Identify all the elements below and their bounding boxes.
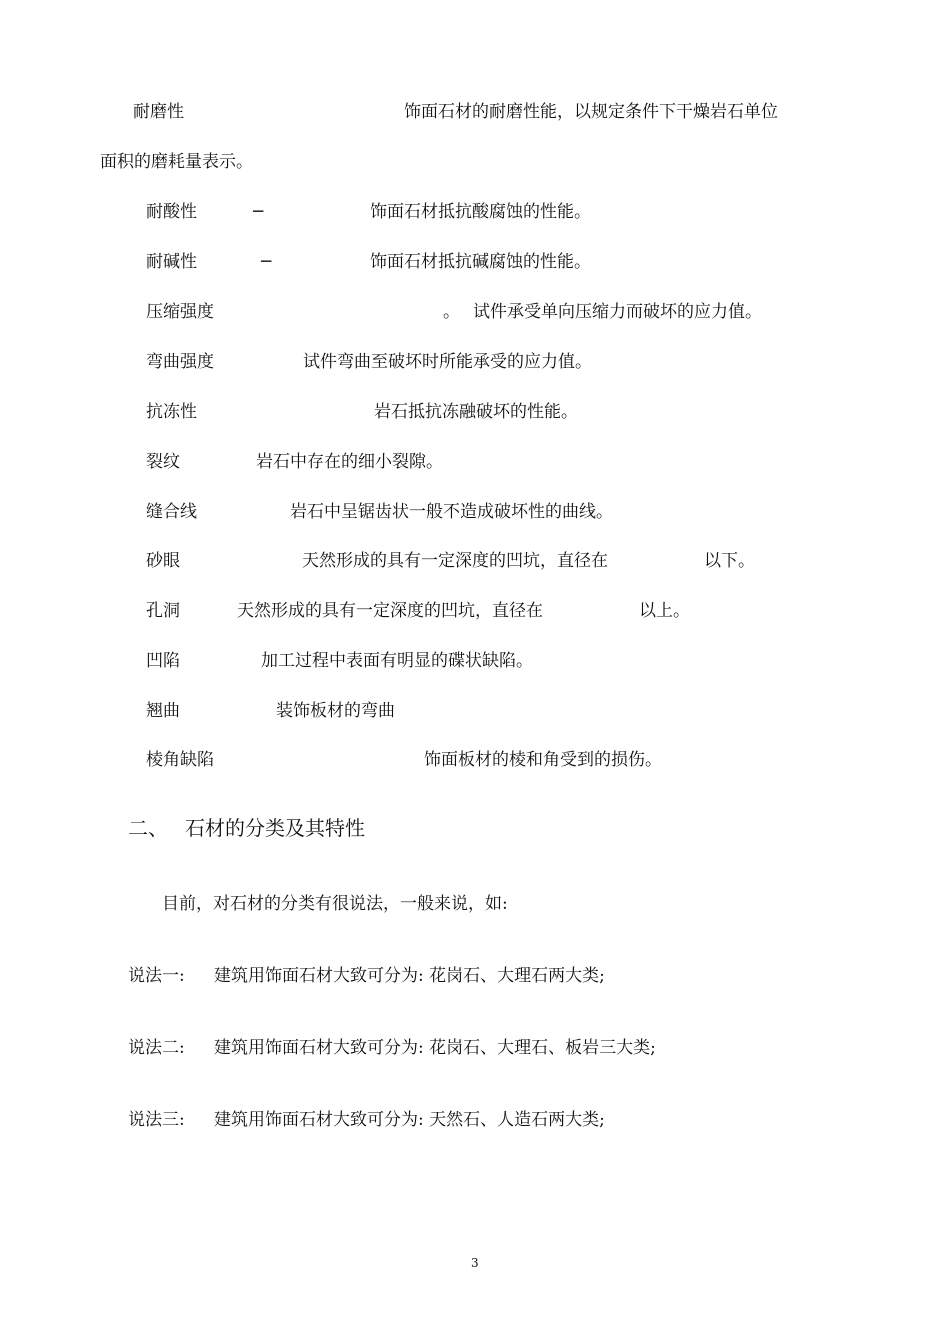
dash-acid: ─ [253,202,264,222]
view-label-3: 说法三: [128,1110,185,1130]
desc-bend: 试件弯曲至破坏时所能承受的应力值。 [303,352,592,372]
desc-hole: 天然形成的具有一定深度的凹坑，直径在 [237,601,543,621]
section-number: 二、 [128,816,168,840]
desc-pinhole: 天然形成的具有一定深度的凹坑，直径在 [302,551,608,571]
desc-frost: 岩石抵抗冻融破坏的性能。 [374,402,578,422]
desc-alkali: 饰面石材抵抗碱腐蚀的性能。 [370,252,591,272]
tail-hole: 以上。 [639,601,690,621]
term-crack: 裂纹 [146,452,180,472]
desc-warp: 装饰板材的弯曲 [276,701,395,721]
view-text-1: 建筑用饰面石材大致可分为: 花岗石、大理石两大类; [214,966,605,986]
mark-compress: 。 [443,302,460,322]
desc-acid: 饰面石材抵抗酸腐蚀的性能。 [370,202,591,222]
view-label-2: 说法二: [128,1038,185,1058]
term-frost: 抗冻性 [146,402,197,422]
desc-wear: 饰面石材的耐磨性能，以规定条件下干燥岩石单位 [404,102,778,122]
section-title: 石材的分类及其特性 [185,816,365,840]
term-bend: 弯曲强度 [146,352,214,372]
page-number: 3 [471,1256,479,1270]
term-compress: 压缩强度 [146,302,214,322]
term-warp: 翘曲 [146,701,180,721]
dash-alkali: ─ [261,252,272,272]
term-alkali: 耐碱性 [146,252,197,272]
desc-compress: 试件承受单向压缩力而破坏的应力值。 [473,302,762,322]
term-pinhole: 砂眼 [146,551,180,571]
term-hole: 孔洞 [146,601,180,621]
desc-seam: 岩石中呈锯齿状一般不造成破坏性的曲线。 [290,502,613,522]
term-dent: 凹陷 [146,651,180,671]
desc-crack: 岩石中存在的细小裂隙。 [256,452,443,472]
desc-wear-cont: 面积的磨耗量表示。 [100,152,253,172]
term-wear: 耐磨性 [133,102,184,122]
term-edge: 棱角缺陷 [146,750,214,770]
intro-paragraph: 目前，对石材的分类有很说法，一般来说，如: [162,894,508,914]
view-text-2: 建筑用饰面石材大致可分为: 花岗石、大理石、板岩三大类; [214,1038,656,1058]
desc-edge: 饰面板材的棱和角受到的损伤。 [424,750,662,770]
view-label-1: 说法一: [128,966,185,986]
term-seam: 缝合线 [146,502,197,522]
desc-dent: 加工过程中表面有明显的碟状缺陷。 [261,651,533,671]
view-text-3: 建筑用饰面石材大致可分为: 天然石、人造石两大类; [214,1110,605,1130]
term-acid: 耐酸性 [146,202,197,222]
tail-pinhole: 以下。 [704,551,755,571]
